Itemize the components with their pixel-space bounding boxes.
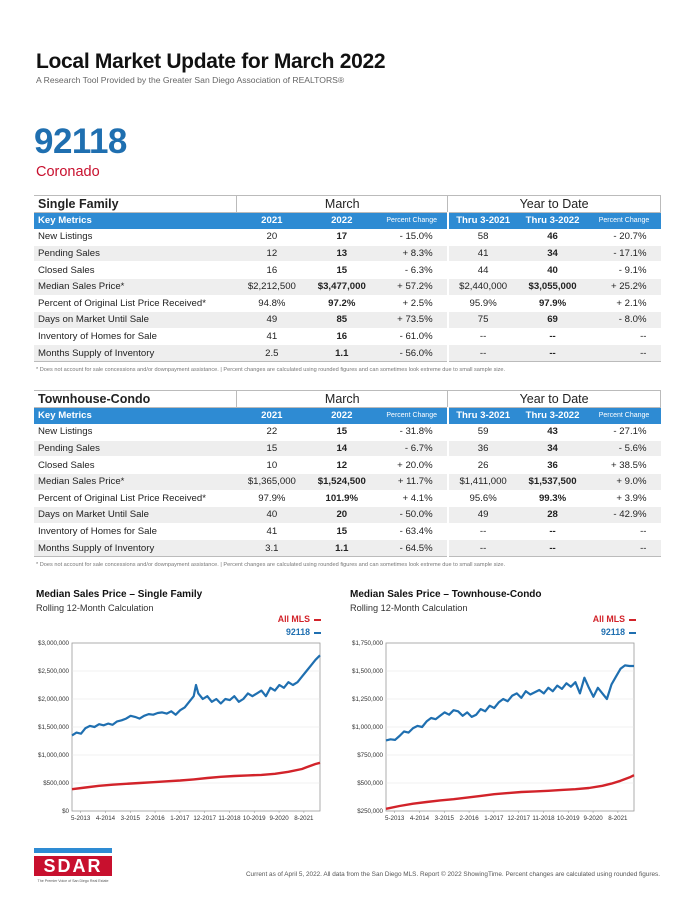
city-name: Coronado bbox=[36, 164, 100, 180]
cell: $3,055,000 bbox=[518, 278, 588, 295]
cell: $1,524,500 bbox=[307, 473, 377, 490]
y-tick-label: $2,500,000 bbox=[38, 668, 69, 675]
table-row bbox=[34, 424, 661, 441]
column-header: Thru 3-2021 bbox=[448, 212, 518, 229]
chart-subtitle: Rolling 12-Month Calculation bbox=[36, 603, 154, 613]
cell: + 11.7% bbox=[377, 473, 448, 490]
x-tick-label: 5-2013 bbox=[385, 815, 405, 822]
cell: 36 bbox=[448, 440, 518, 457]
y-tick-label: $500,000 bbox=[357, 780, 383, 787]
cell: 16 bbox=[307, 328, 377, 345]
column-header: Percent Change bbox=[588, 407, 661, 424]
cell: - 27.1% bbox=[588, 424, 661, 441]
cell: + 38.5% bbox=[588, 457, 661, 474]
cell: - 5.6% bbox=[588, 440, 661, 457]
cell: -- bbox=[588, 523, 661, 540]
chart-title: Median Sales Price – Single Family bbox=[36, 589, 203, 600]
cell: 15 bbox=[307, 424, 377, 441]
metric-label: New Listings bbox=[34, 424, 237, 441]
cell: -- bbox=[588, 540, 661, 557]
metric-label: Pending Sales bbox=[34, 440, 237, 457]
table-row bbox=[34, 490, 661, 507]
y-tick-label: $750,000 bbox=[357, 752, 383, 759]
cell: - 64.5% bbox=[377, 540, 448, 557]
legend-label: 92118 bbox=[601, 627, 625, 637]
cell: -- bbox=[518, 328, 588, 345]
metric-label: Percent of Original List Price Received* bbox=[34, 490, 237, 507]
x-tick-label: 8-2021 bbox=[294, 815, 314, 822]
cell: - 8.0% bbox=[588, 312, 661, 329]
cell: 14 bbox=[307, 440, 377, 457]
cell: + 20.0% bbox=[377, 457, 448, 474]
metric-label: Closed Sales bbox=[34, 457, 237, 474]
cell: 44 bbox=[448, 262, 518, 279]
section-title: Townhouse-Condo bbox=[34, 391, 237, 408]
column-header: Key Metrics bbox=[34, 212, 237, 229]
y-tick-label: $1,000,000 bbox=[38, 752, 69, 759]
metric-label: Median Sales Price* bbox=[34, 473, 237, 490]
metric-label: Pending Sales bbox=[34, 245, 237, 262]
cell: 15 bbox=[307, 523, 377, 540]
cell: 34 bbox=[518, 245, 588, 262]
cell: -- bbox=[448, 328, 518, 345]
y-tick-label: $2,000,000 bbox=[38, 696, 69, 703]
legend-swatch bbox=[629, 619, 636, 621]
cell: - 42.9% bbox=[588, 507, 661, 524]
cell: -- bbox=[518, 345, 588, 362]
x-tick-label: 2-2016 bbox=[145, 815, 165, 822]
cell: -- bbox=[518, 523, 588, 540]
cell: 41 bbox=[237, 328, 307, 345]
cell: 10 bbox=[237, 457, 307, 474]
y-tick-label: $250,000 bbox=[357, 808, 383, 815]
legend-label: 92118 bbox=[286, 627, 310, 637]
x-tick-label: 10-2019 bbox=[242, 815, 266, 822]
cell: 95.6% bbox=[448, 490, 518, 507]
cell: 20 bbox=[237, 229, 307, 246]
metric-label: New Listings bbox=[34, 229, 237, 246]
metric-label: Days on Market Until Sale bbox=[34, 312, 237, 329]
cell: 26 bbox=[448, 457, 518, 474]
table-row bbox=[34, 262, 661, 279]
table-row bbox=[34, 523, 661, 540]
table-row bbox=[34, 295, 661, 312]
cell: + 2.1% bbox=[588, 295, 661, 312]
y-tick-label: $1,750,000 bbox=[352, 640, 383, 647]
cell: 75 bbox=[448, 312, 518, 329]
cell: -- bbox=[448, 523, 518, 540]
group-march: March bbox=[237, 196, 448, 213]
cell: 12 bbox=[237, 245, 307, 262]
copyright-note: Current as of April 5, 2022. All data from the San Diego MLS. Report © 2022 ShowingTime. Percent changes are calculated using rounded figures. bbox=[245, 871, 660, 878]
column-header: Percent Change bbox=[377, 212, 448, 229]
cell: 41 bbox=[448, 245, 518, 262]
x-tick-label: 3-2015 bbox=[120, 815, 140, 822]
table-row bbox=[34, 229, 661, 246]
report-subtitle: A Research Tool Provided by the Greater San Diego Association of REALTORS® bbox=[36, 75, 345, 85]
legend-label: All MLS bbox=[277, 614, 310, 624]
single-family-price-chart bbox=[36, 636, 326, 826]
cell: + 2.5% bbox=[377, 295, 448, 312]
cell: 41 bbox=[237, 523, 307, 540]
x-tick-label: 4-2014 bbox=[409, 815, 430, 822]
x-tick-label: 12-2017 bbox=[507, 815, 531, 822]
cell: 28 bbox=[518, 507, 588, 524]
cell: + 73.5% bbox=[377, 312, 448, 329]
legend-swatch bbox=[629, 632, 636, 634]
cell: + 4.1% bbox=[377, 490, 448, 507]
cell: 1.1 bbox=[307, 540, 377, 557]
section-title: Single Family bbox=[34, 196, 237, 213]
cell: - 6.3% bbox=[377, 262, 448, 279]
table-row bbox=[34, 278, 661, 295]
column-header: Key Metrics bbox=[34, 407, 237, 424]
column-header: Thru 3-2022 bbox=[518, 407, 588, 424]
cell: - 63.4% bbox=[377, 523, 448, 540]
table-row bbox=[34, 245, 661, 262]
single-family-table bbox=[34, 195, 661, 362]
cell: 97.9% bbox=[518, 295, 588, 312]
legend-swatch bbox=[314, 632, 321, 634]
townhouse-condo-price-chart bbox=[346, 636, 642, 826]
y-tick-label: $0 bbox=[62, 808, 69, 815]
x-tick-label: 12-2017 bbox=[193, 815, 217, 822]
metric-label: Months Supply of Inventory bbox=[34, 540, 237, 557]
x-tick-label: 2-2016 bbox=[459, 815, 479, 822]
legend-item bbox=[278, 614, 321, 624]
x-tick-label: 9-2020 bbox=[583, 815, 603, 822]
x-tick-label: 10-2019 bbox=[556, 815, 580, 822]
column-header: Thru 3-2021 bbox=[448, 407, 518, 424]
cell: -- bbox=[448, 345, 518, 362]
cell: 58 bbox=[448, 229, 518, 246]
cell: 97.2% bbox=[307, 295, 377, 312]
x-tick-label: 5-2013 bbox=[71, 815, 91, 822]
table-row bbox=[34, 328, 661, 345]
table-row bbox=[34, 473, 661, 490]
metric-label: Inventory of Homes for Sale bbox=[34, 523, 237, 540]
cell: 12 bbox=[307, 457, 377, 474]
cell: 69 bbox=[518, 312, 588, 329]
cell: + 3.9% bbox=[588, 490, 661, 507]
x-tick-label: 1-2017 bbox=[484, 815, 504, 822]
cell: 40 bbox=[518, 262, 588, 279]
legend-label: All MLS bbox=[592, 614, 625, 624]
cell: - 15.0% bbox=[377, 229, 448, 246]
y-tick-label: $3,000,000 bbox=[38, 640, 69, 647]
cell: -- bbox=[518, 540, 588, 557]
cell: $1,365,000 bbox=[237, 473, 307, 490]
chart-title: Median Sales Price – Townhouse-Condo bbox=[350, 589, 542, 600]
cell: 49 bbox=[448, 507, 518, 524]
group-march: March bbox=[237, 391, 448, 408]
x-tick-label: 1-2017 bbox=[170, 815, 190, 822]
sdar-logo-tagline: The Premier Voice of San Diego Real Estate bbox=[37, 879, 109, 883]
column-header: 2022 bbox=[307, 407, 377, 424]
cell: -- bbox=[448, 540, 518, 557]
legend-swatch bbox=[314, 619, 321, 621]
cell: + 25.2% bbox=[588, 278, 661, 295]
cell: $1,411,000 bbox=[448, 473, 518, 490]
cell: 40 bbox=[237, 507, 307, 524]
cell: 46 bbox=[518, 229, 588, 246]
x-tick-label: 11-2018 bbox=[532, 815, 555, 822]
y-tick-label: $1,250,000 bbox=[352, 696, 383, 703]
cell: 13 bbox=[307, 245, 377, 262]
cell: - 50.0% bbox=[377, 507, 448, 524]
y-tick-label: $1,000,000 bbox=[352, 724, 383, 731]
townhouse-condo-table bbox=[34, 390, 661, 557]
cell: - 9.1% bbox=[588, 262, 661, 279]
cell: 94.8% bbox=[237, 295, 307, 312]
cell: 3.1 bbox=[237, 540, 307, 557]
x-tick-label: 11-2018 bbox=[218, 815, 241, 822]
group-ytd: Year to Date bbox=[448, 391, 661, 408]
table-row bbox=[34, 312, 661, 329]
cell: 2.5 bbox=[237, 345, 307, 362]
cell: 15 bbox=[237, 440, 307, 457]
column-header: 2021 bbox=[237, 212, 307, 229]
cell: 97.9% bbox=[237, 490, 307, 507]
cell: 34 bbox=[518, 440, 588, 457]
cell: 36 bbox=[518, 457, 588, 474]
table-row bbox=[34, 457, 661, 474]
cell: 99.3% bbox=[518, 490, 588, 507]
cell: -- bbox=[588, 328, 661, 345]
table-row bbox=[34, 507, 661, 524]
cell: - 6.7% bbox=[377, 440, 448, 457]
cell: 15 bbox=[307, 262, 377, 279]
cell: 59 bbox=[448, 424, 518, 441]
metric-label: Months Supply of Inventory bbox=[34, 345, 237, 362]
y-tick-label: $1,500,000 bbox=[352, 668, 383, 675]
table-row bbox=[34, 440, 661, 457]
cell: 22 bbox=[237, 424, 307, 441]
y-tick-label: $1,500,000 bbox=[38, 724, 69, 731]
column-header: Percent Change bbox=[588, 212, 661, 229]
cell: - 61.0% bbox=[377, 328, 448, 345]
column-header: Thru 3-2022 bbox=[518, 212, 588, 229]
cell: - 31.8% bbox=[377, 424, 448, 441]
cell: - 17.1% bbox=[588, 245, 661, 262]
table-row bbox=[34, 345, 661, 362]
x-tick-label: 3-2015 bbox=[434, 815, 454, 822]
x-tick-label: 9-2020 bbox=[269, 815, 289, 822]
x-tick-label: 8-2021 bbox=[608, 815, 628, 822]
chart-subtitle: Rolling 12-Month Calculation bbox=[350, 603, 468, 613]
cell: 43 bbox=[518, 424, 588, 441]
cell: $3,477,000 bbox=[307, 278, 377, 295]
cell: 95.9% bbox=[448, 295, 518, 312]
legend-item bbox=[593, 614, 636, 624]
cell: $2,212,500 bbox=[237, 278, 307, 295]
cell: - 56.0% bbox=[377, 345, 448, 362]
cell: 20 bbox=[307, 507, 377, 524]
group-ytd: Year to Date bbox=[448, 196, 661, 213]
cell: 1.1 bbox=[307, 345, 377, 362]
table-row bbox=[34, 540, 661, 557]
cell: $1,537,500 bbox=[518, 473, 588, 490]
zip-code: 92118 bbox=[34, 122, 127, 161]
footnote: * Does not account for sale concessions and/or downpayment assistance. | Percent changes are calculated using rounded figures and can sometimes look extreme due to small sample size. bbox=[36, 562, 506, 568]
metric-label: Median Sales Price* bbox=[34, 278, 237, 295]
metric-label: Inventory of Homes for Sale bbox=[34, 328, 237, 345]
metric-label: Closed Sales bbox=[34, 262, 237, 279]
report-title: Local Market Update for March 2022 bbox=[36, 50, 386, 73]
metric-label: Days on Market Until Sale bbox=[34, 507, 237, 524]
cell: $2,440,000 bbox=[448, 278, 518, 295]
cell: + 9.0% bbox=[588, 473, 661, 490]
cell: 101.9% bbox=[307, 490, 377, 507]
cell: - 20.7% bbox=[588, 229, 661, 246]
cell: 17 bbox=[307, 229, 377, 246]
cell: + 57.2% bbox=[377, 278, 448, 295]
cell: 49 bbox=[237, 312, 307, 329]
x-tick-label: 4-2014 bbox=[95, 815, 116, 822]
column-header: 2022 bbox=[307, 212, 377, 229]
cell: 85 bbox=[307, 312, 377, 329]
column-header: 2021 bbox=[237, 407, 307, 424]
metric-label: Percent of Original List Price Received* bbox=[34, 295, 237, 312]
cell: + 8.3% bbox=[377, 245, 448, 262]
cell: 16 bbox=[237, 262, 307, 279]
cell: -- bbox=[588, 345, 661, 362]
column-header: Percent Change bbox=[377, 407, 448, 424]
sdar-logo-text: SDAR bbox=[43, 856, 103, 876]
sdar-logo bbox=[34, 848, 112, 886]
footnote: * Does not account for sale concessions and/or downpayment assistance. | Percent changes are calculated using rounded figures and can sometimes look extreme due to small sample size. bbox=[36, 367, 506, 373]
y-tick-label: $500,000 bbox=[43, 780, 69, 787]
